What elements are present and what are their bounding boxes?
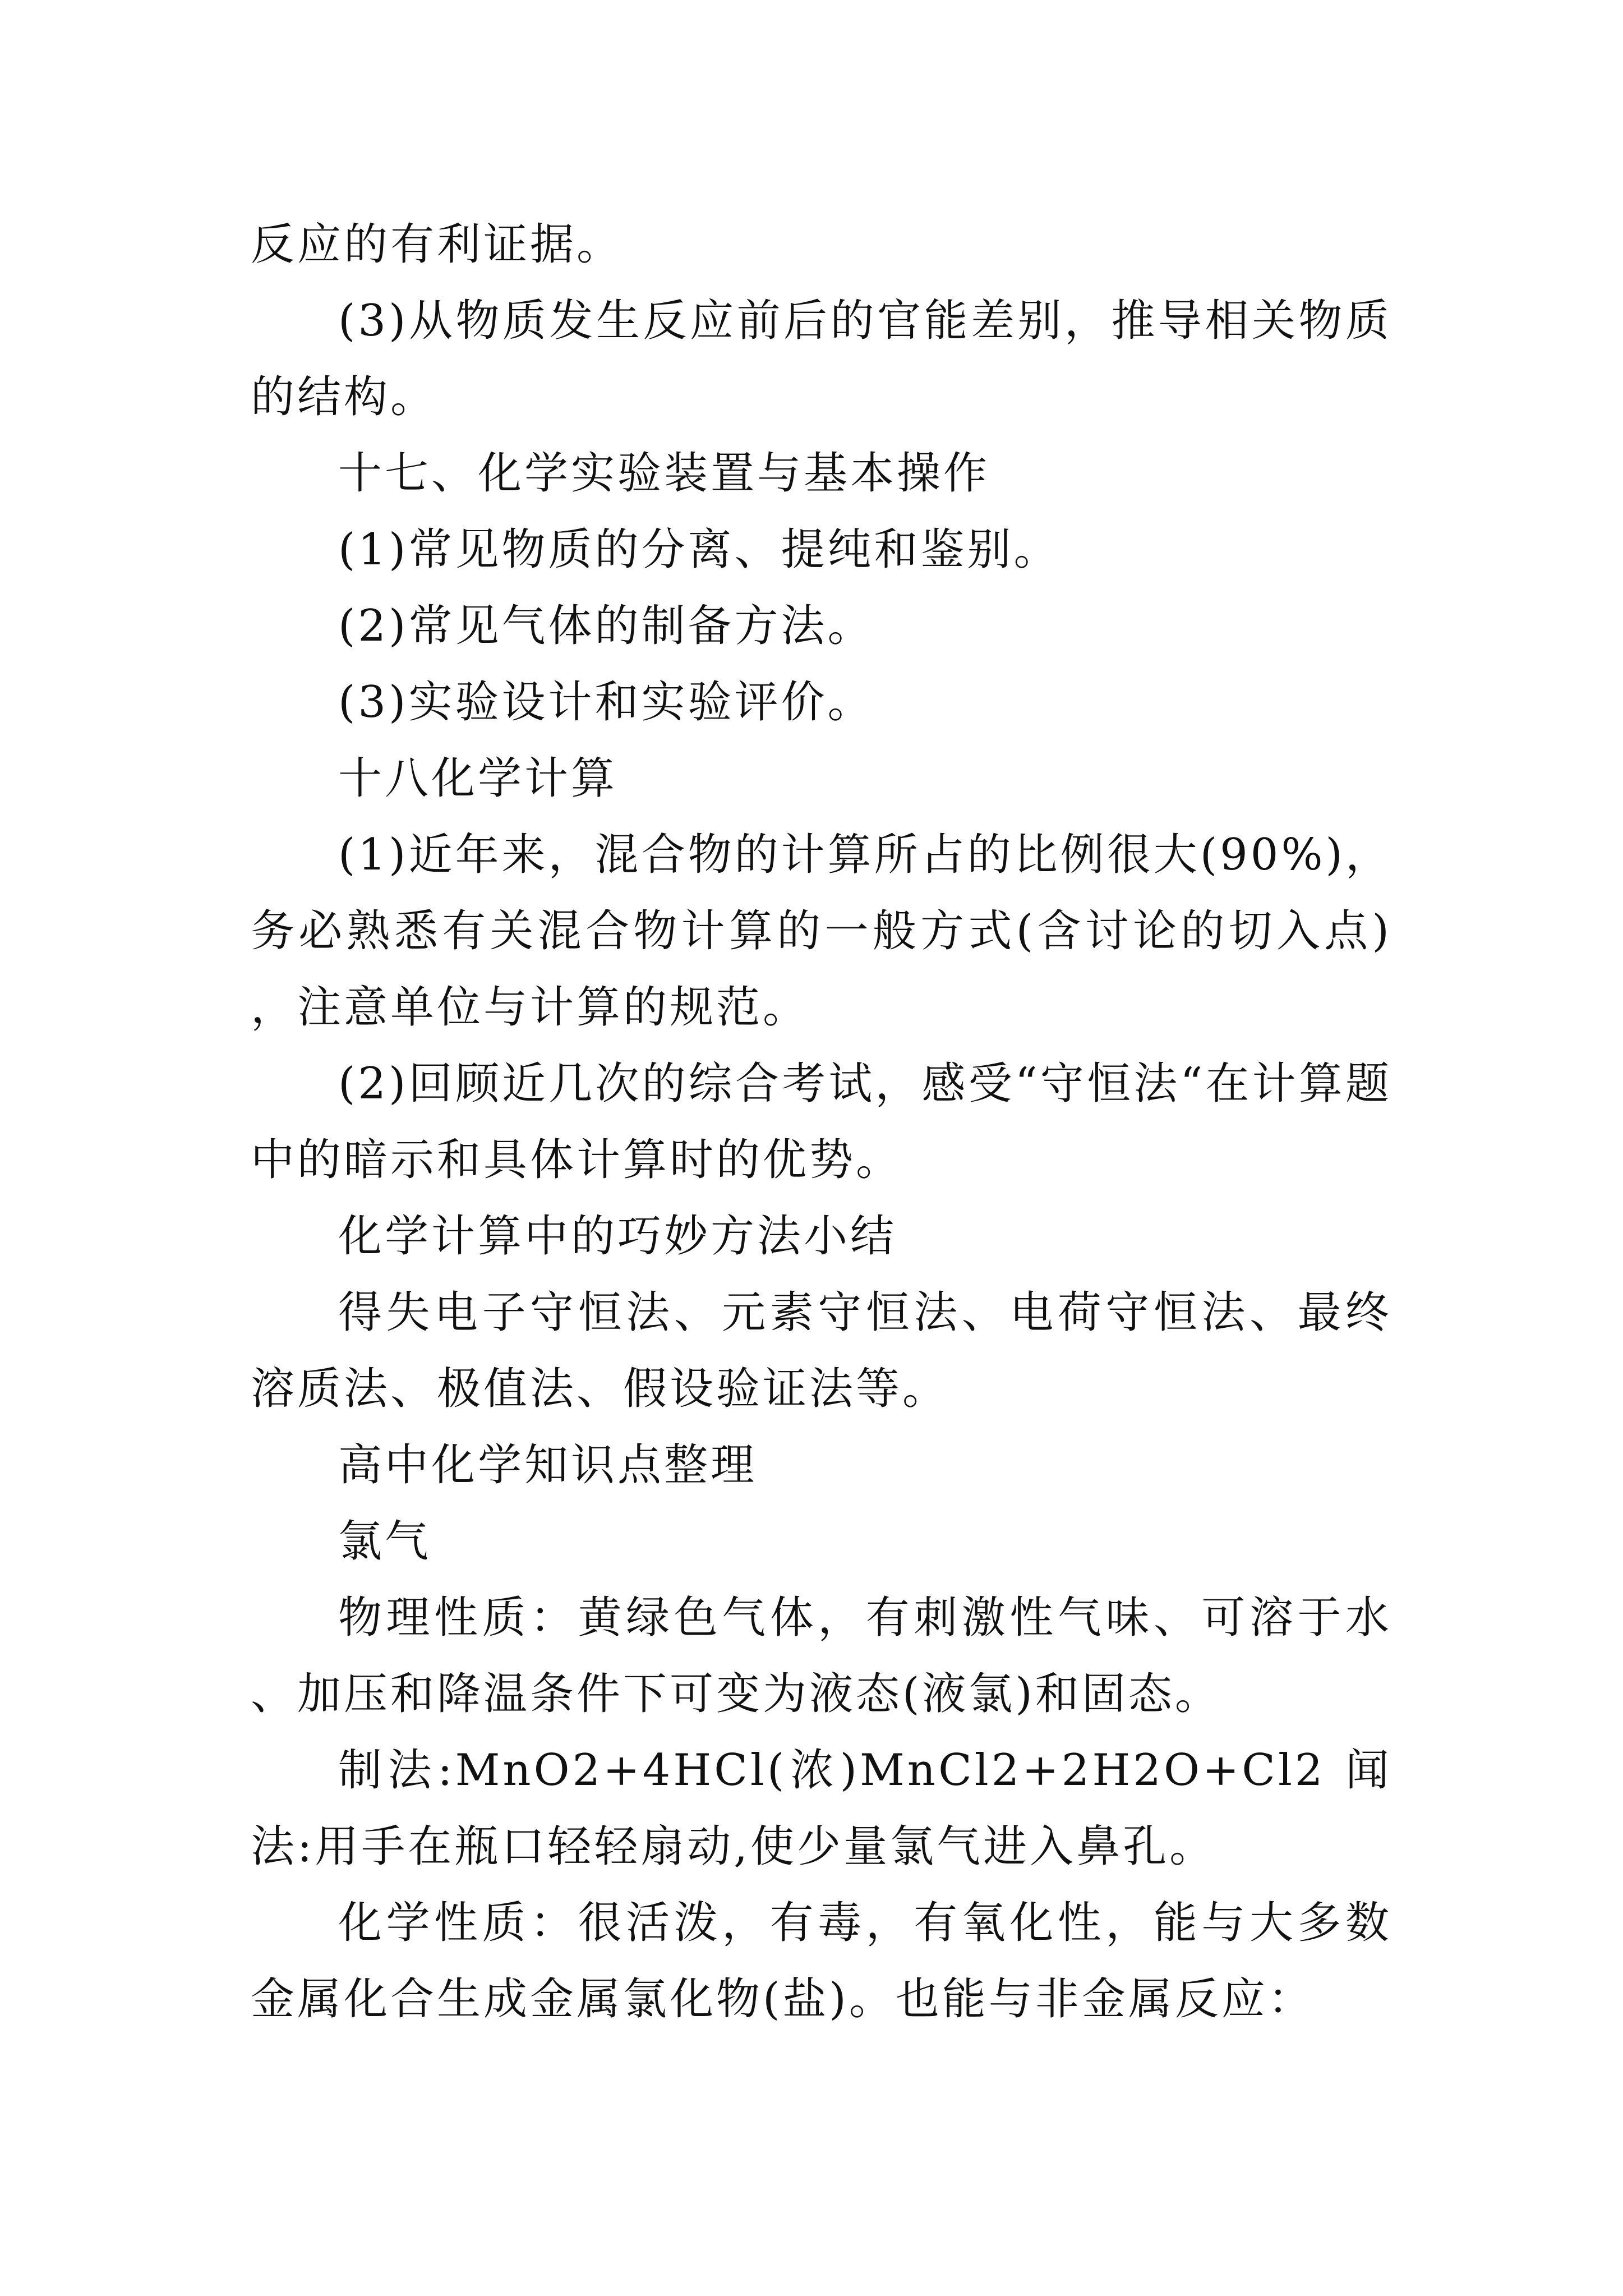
paragraph-6: (3)实验设计和实验评价。 xyxy=(338,677,874,728)
paragraph-5: (2)常见气体的制备方法。 xyxy=(338,601,874,651)
paragraph-preparation: 制法:MnO2+4HCl(浓)MnCl2+2H2O+Cl2 闻法:用手在瓶口轻轻扇动,使少量氯气进入鼻孔。 xyxy=(251,1745,1392,1872)
paragraph-9: (2)回顾近几次的综合考试，感受“守恒法“在计算题中的暗示和具体计算时的优势。 xyxy=(251,1059,1392,1185)
paragraph-chemical-properties: 化学性质：很活泼，有毒，有氧化性，能与大多数金属化合生成金属氯化物(盐)。也能与非金属反应： xyxy=(251,1898,1392,2024)
paragraph-8: (1)近年来，混合物的计算所占的比例很大(90%)，务必熟悉有关混合物计算的一般方式(含讨论的切入点)，注意单位与计算的规范。 xyxy=(251,830,1392,1033)
document-body xyxy=(251,206,1392,2037)
paragraph-4: (1)常见物质的分离、提纯和鉴别。 xyxy=(338,524,1061,575)
subheading-calculation-methods: 化学计算中的巧妙方法小结 xyxy=(338,1211,897,1262)
paragraph-1: 反应的有利证据。 xyxy=(251,219,624,270)
heading-knowledge-summary: 高中化学知识点整理 xyxy=(338,1440,758,1490)
paragraph-physical-properties: 物理性质：黄绿色气体，有刺激性气味、可溶于水、加压和降温条件下可变为液态(液氯)和固态。 xyxy=(251,1593,1392,1719)
paragraph-11: 得失电子守恒法、元素守恒法、电荷守恒法、最终溶质法、极值法、假设验证法等。 xyxy=(251,1287,1392,1414)
heading-chlorine: 氯气 xyxy=(338,1516,432,1567)
section-heading-17: 十七、化学实验装置与基本操作 xyxy=(338,448,990,499)
section-heading-18: 十八化学计算 xyxy=(338,753,618,804)
paragraph-2: (3)从物质发生反应前后的官能差别，推导相关物质的结构。 xyxy=(251,296,1392,422)
